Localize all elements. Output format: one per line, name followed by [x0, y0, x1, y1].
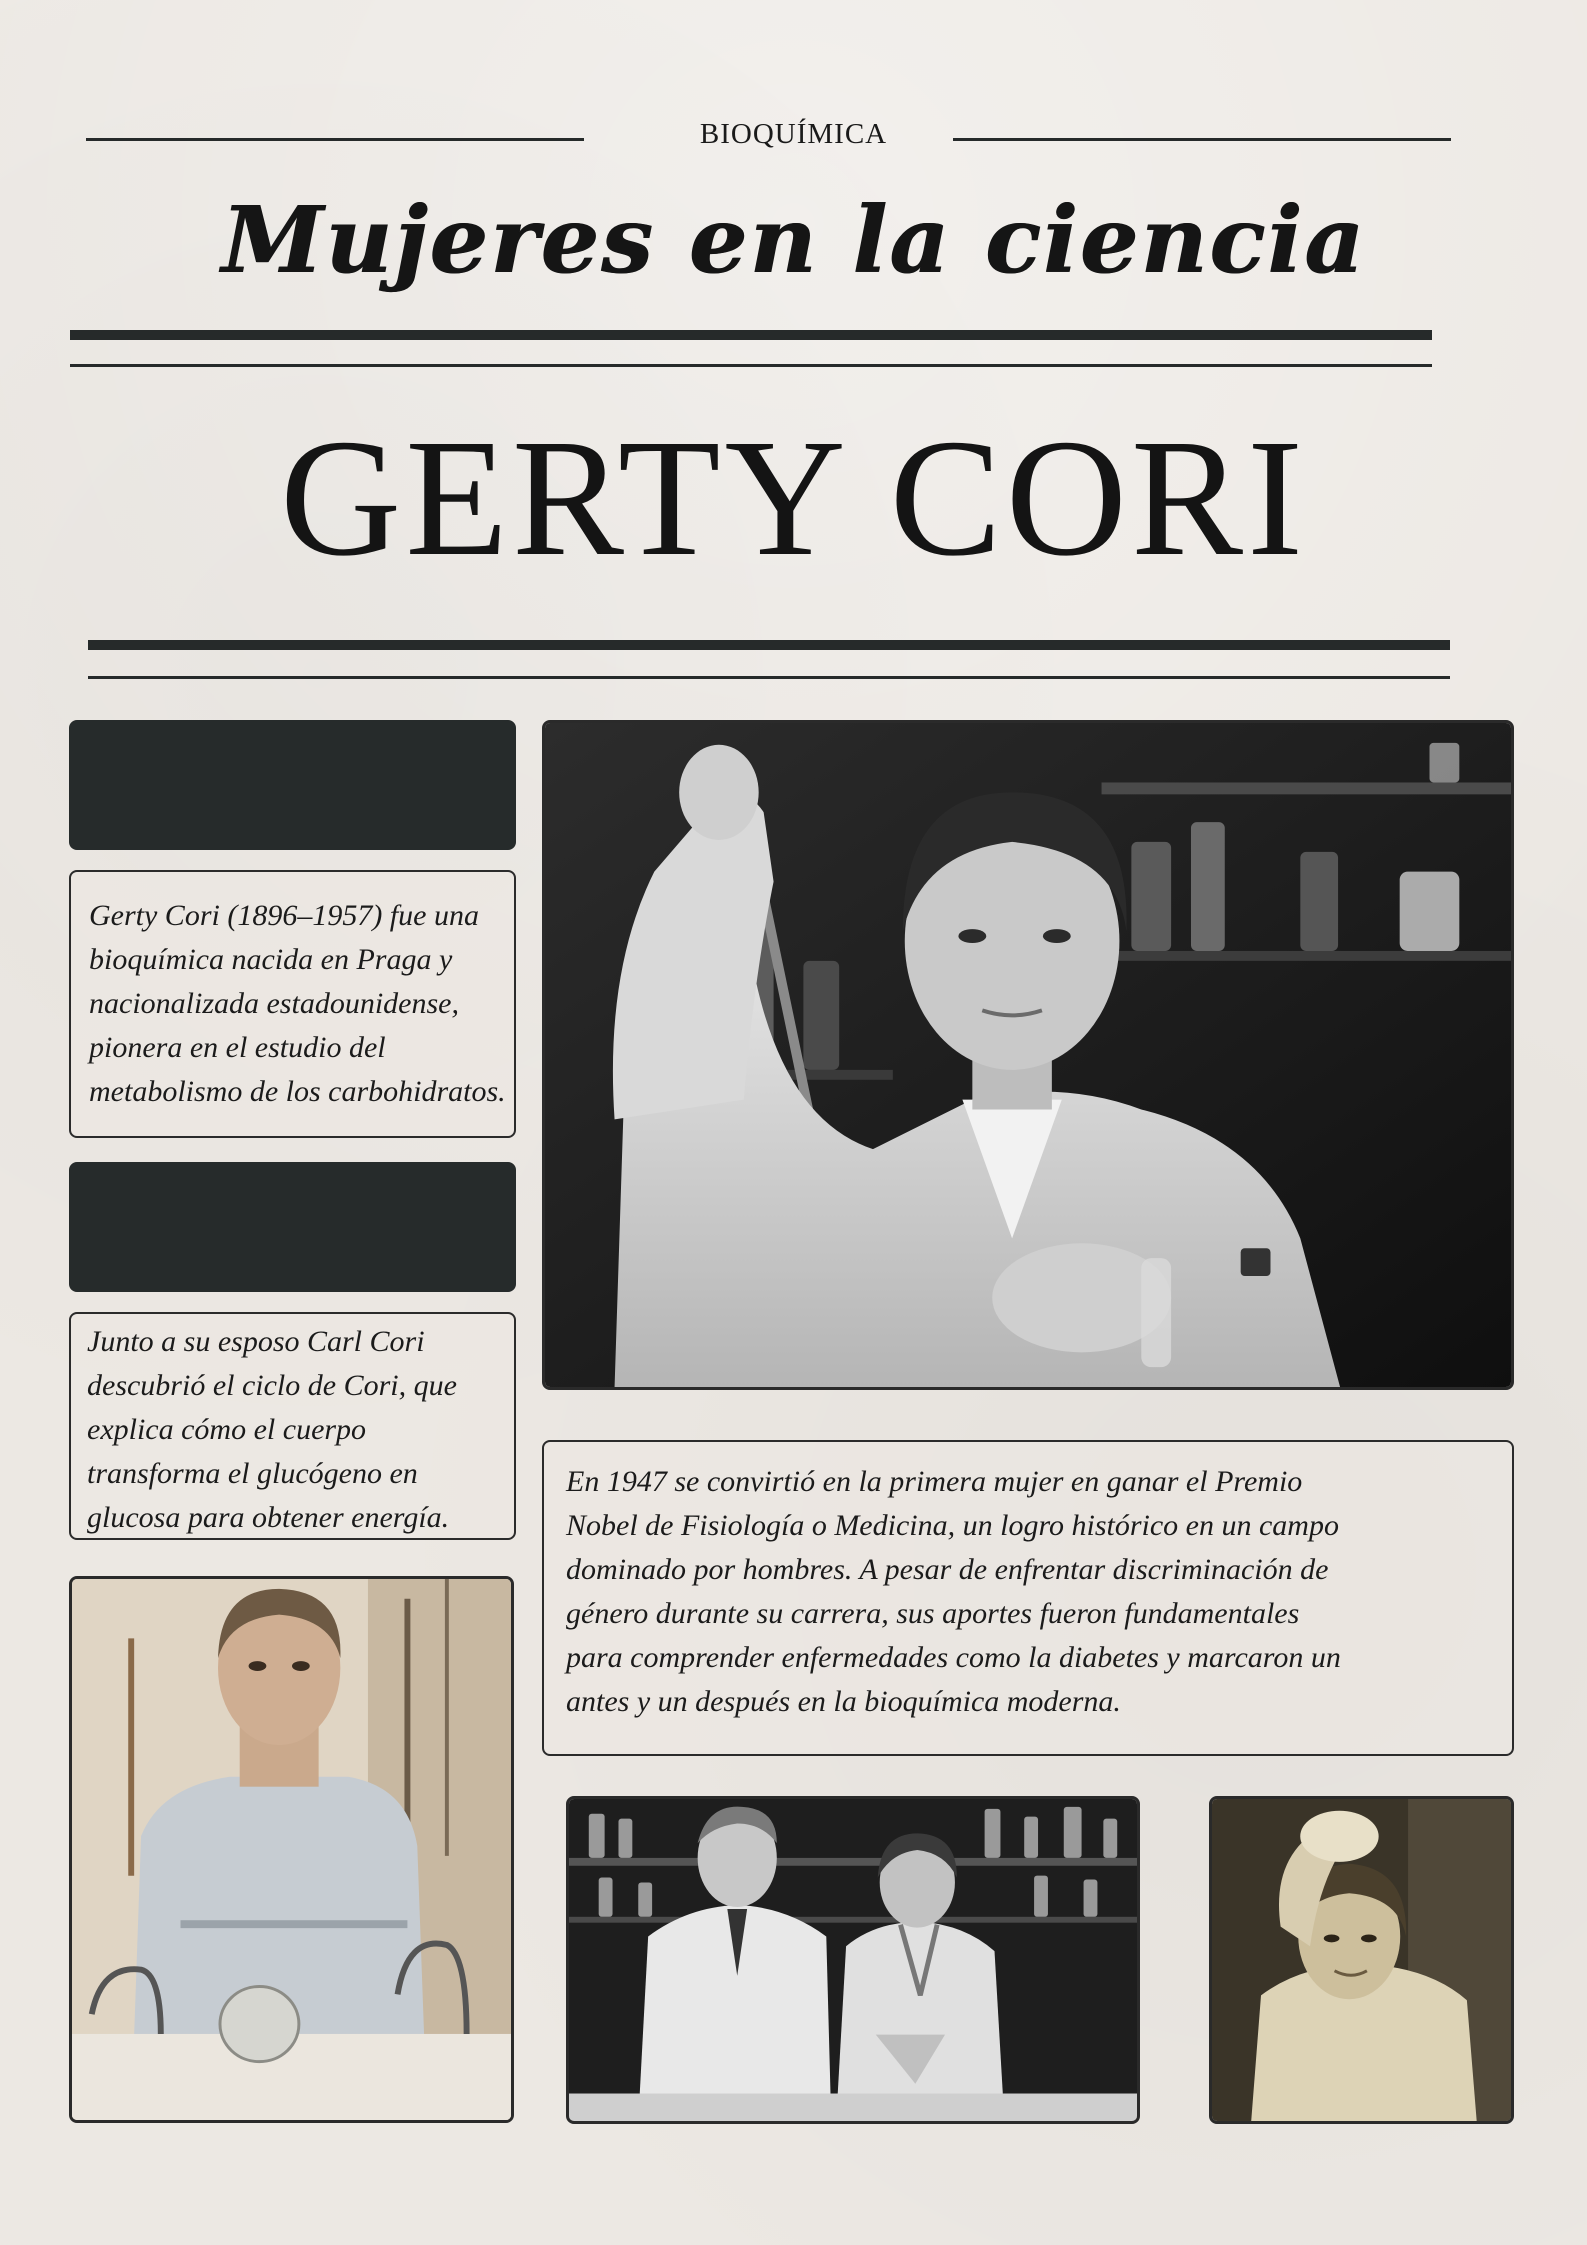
couple-lab-photo — [566, 1796, 1140, 2124]
bench-portrait-image — [72, 1579, 511, 2120]
dark-banner-top — [69, 720, 516, 850]
headline-rule-thin — [88, 676, 1450, 679]
main-lab-photo — [542, 720, 1514, 1390]
nobel-box — [542, 1440, 1514, 1756]
lab-portrait-image — [545, 723, 1511, 1387]
section-label: BIOQUÍMICA — [699, 118, 888, 150]
nobel-text: En 1947 se convirtió en la primera mujer en ganar el Premio Nobel de Fisiología o Medicina, un logro histórico en un campo dominado por hombres. A pesar de enfrentar discriminación de género durante su carrera, sus aportes fueron fundamentales para comprender enfermedades como la diabetes y marcaron un antes y un después en la bioquímica moderna. — [566, 1465, 1341, 1718]
masthead-rule-thin — [70, 364, 1432, 367]
bench-photo — [69, 1576, 514, 2123]
discovery-text: Junto a su esposo Carl Cori descubrió el ciclo de Cori, que explica cómo el cuerpo transforma el glucógeno en glucosa para obtener energía. — [87, 1325, 457, 1534]
headline: GERTY CORI — [280, 405, 1307, 591]
dark-banner-middle — [69, 1162, 516, 1292]
sepia-portrait-photo — [1209, 1796, 1514, 2124]
discovery-box — [69, 1312, 516, 1540]
headline-rule-thick — [88, 640, 1450, 650]
couple-portrait-image — [569, 1799, 1137, 2121]
sepia-portrait-image — [1212, 1799, 1511, 2121]
intro-box — [69, 870, 516, 1138]
masthead-title: Mujeres en la ciencia — [221, 186, 1366, 294]
intro-text: Gerty Cori (1896–1957) fue una bioquímica nacida en Praga y nacionalizada estadounidense, pionera en el estudio del metabolismo de los carbohidratos. — [89, 899, 506, 1108]
masthead-rule-thick — [70, 330, 1432, 340]
